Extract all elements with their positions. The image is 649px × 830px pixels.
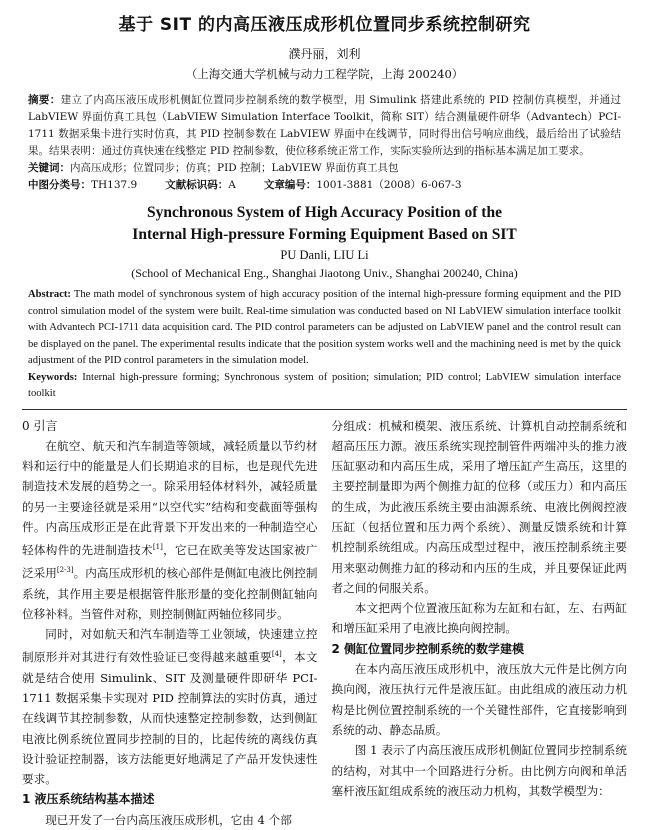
paragraph: 在本内高压液压成形机中，液压放大元件是比例方向换向阀，液压执行元件是液压缸。由此组成的液压动力机构是比例位置控制系统的一个关键性部件，它直接影响到系统的动、静态品质。 [332, 659, 628, 740]
paragraph-text: ，本文就是结合使用 Simulink、SIT 及测量硬件即研华 PCI-1711 数据采集卡实现对 PID 控制算法的实时仿真，通过在线调节其控制参数，从而快速整定控制参数，达到侧缸电液比例系统位置同步控制的目的，比起传统的离线仿真设计验证控制器，该方法能更好地满足了产品开发快速性要求。 [22, 650, 318, 786]
paragraph-text: ，它已在欧美等发达国家被广泛采用 [22, 543, 318, 580]
doc-label: 文献标识码： [165, 179, 228, 191]
title-en-line2: Internal High-pressure Forming Equipment Based on SIT [22, 224, 627, 246]
citation: [1] [153, 543, 163, 551]
abstract-en-text: The math model of synchronous system of high accuracy position of the internal high-pressure forming equipment and the PID control simulation model of the system were built. Real-time simulation was conducted based on NI LabVIEW simulation interface toolkit with Advantech PCI-1711 data acquisition card. The PID control parameters can be adjusted on LabVIEW panel and the control result can be displayed on the panel. The experimental results indicate that the position system works well and the machining need is met by the quick adjustment of the PID control parameters in the simulation model. [28, 289, 621, 366]
abstract-cn [28, 92, 621, 160]
left-column [22, 416, 318, 830]
section-0-heading: 0 引言 [22, 416, 318, 436]
paragraph: 分组成：机械和模架、液压系统、计算机自动控制系统和超高压压力源。液压系统实现控制管件两端冲头的推力液压缸驱动和内高压生成，采用了增压缸产生高压，这里的主要控制量即为两个侧推力缸的位移（或压力）和内高压的生成，为此液压系统主要由油源系统、电液比例阀控液压缸（包括位置和压力两个系统）、测量反馈系统和计算机控制系统组成。内高压成型过程中，液压控制系统主要用来驱动侧推力缸的移动和内压的生成，并且要保证此两者之间的伺服关系。 [332, 416, 628, 599]
keywords-en-label: Keywords: [28, 372, 77, 383]
abstract-cn-label: 摘要： [28, 94, 61, 106]
affiliation-en: (School of Mechanical Eng., Shanghai Jiaotong Univ., Shanghai 200240, China) [22, 266, 627, 281]
paragraph: 现已开发了一台内高压液压成形机，它由 4 个部 [22, 810, 318, 830]
keywords-en-text: Internal high-pressure forming; Synchronous system of position; simulation; PID control; LabVIEW simulation interface toolkit [28, 372, 621, 400]
section-2-heading: 2 侧缸位置同步控制系统的数学建模 [332, 639, 628, 659]
body-columns [22, 416, 627, 830]
article-number [264, 177, 462, 194]
affiliation-cn: （上海交通大学机械与动力工程学院，上海 200240） [22, 66, 627, 82]
title-en-line1: Synchronous System of High Accuracy Position of the [22, 202, 627, 224]
paper-title-cn: 基于 SIT 的内高压液压成形机位置同步系统控制研究 [22, 10, 627, 35]
abstract-en [28, 287, 621, 370]
classification-line [28, 177, 621, 194]
doc-value: A [228, 179, 236, 191]
right-column [332, 416, 628, 830]
article-label: 文章编号： [264, 179, 317, 191]
clc-number [28, 177, 137, 194]
section-1-heading: 1 液压系统结构基本描述 [22, 789, 318, 809]
paragraph [22, 436, 318, 624]
paragraph [22, 624, 318, 789]
keywords-cn-text: 内高压成形；位置同步；仿真；PID 控制；LabVIEW 界面仿真工具包 [70, 162, 398, 174]
paper-title-en [22, 202, 627, 246]
abstract-en-label: Abstract: [28, 289, 71, 300]
authors-cn: 濮丹丽，刘利 [22, 45, 627, 62]
abstract-cn-text: 建立了内高压液压成形机侧缸位置同步控制系统的数学模型，用 Simulink 搭建此系统的 PID 控制仿真模型，并通过 LabVIEW 界面仿真工具包（LabVIEW Simulation Interface Toolkit，简称 SIT）结合测量硬件研华（Advantech）PCI-1711 数据采集卡进行实时仿真，其 PID 控制参数在 LabVIEW 界面中在线调节，同时得出信号响应曲线，最后给出了试验结果。结果表明：通过仿真快速在线整定 PID 控制参数，使位移系统正常工作，实际实验所达到的指标基本满足加工要求。 [28, 94, 621, 157]
citation: [4] [272, 650, 282, 658]
paragraph-text: 在航空、航天和汽车制造等领域，减轻质量以节约材料和运行中的能量是人们长期追求的目标，也是现代先进制造技术发展的趋势之一。除采用轻体材料外，减轻质量的另一主要途径就是采用“以空代实”结构和变截面等强构件。内高压成形正是在此背景下开发出来的一种制造空心轻体构件的先进制造技术 [22, 439, 318, 557]
paragraph-text: 同时，对如航天和汽车制造等工业领域，快速建立控制原形并对其进行有效性验证已变得越来越重要 [22, 627, 318, 664]
clc-label: 中图分类号： [28, 179, 91, 191]
paragraph: 本文把两个位置液压缸称为左缸和右缸，左、右两缸和增压缸采用了电液比换向阀控制。 [332, 598, 628, 639]
keywords-en [28, 370, 621, 403]
keywords-cn-label: 关键词： [28, 162, 70, 174]
paragraph: 图 1 表示了内高压液压成形机侧缸位置同步控制系统的结构，对其中一个回路进行分析。由比例方向阀和单活塞杆液压缸组成系统的液压动力机构，其数学模型为： [332, 740, 628, 801]
article-value: 1001-3881（2008）6-067-3 [316, 179, 461, 191]
paragraph-text: 。内高压成形机的核心部件是侧缸电液比例控制系统，其作用主要是根据管件胀形量的变化控制侧缸轴向位移补料。当管件对称，则控制侧缸两轴位移同步。 [22, 566, 318, 621]
keywords-cn [28, 160, 621, 177]
clc-value: TH137.9 [91, 179, 137, 191]
doc-code [165, 177, 236, 194]
authors-en: PU Danli, LIU Li [22, 248, 627, 263]
citation: [2-3] [57, 566, 74, 574]
section-divider [22, 409, 627, 410]
